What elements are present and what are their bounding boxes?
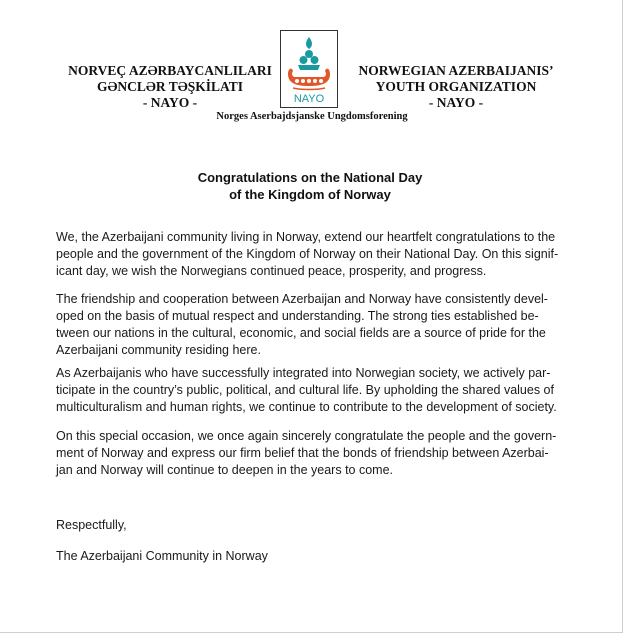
org-name-az-line-1: NORVEÇ AZƏRBAYCANLILARI — [68, 63, 272, 78]
paragraph-line: multiculturalism and human rights, we continue to contribute to the development of society. — [56, 400, 557, 414]
paragraph-line: ticipate in the country’s public, political, and cultural life. By upholding the shared values of — [56, 383, 554, 397]
closing-salutation: Respectfully, — [56, 518, 127, 532]
closing-signature: The Azerbaijani Community in Norway — [56, 549, 268, 563]
org-name-english — [356, 63, 556, 111]
paragraph-line: We, the Azerbaijani community living in Norway, extend our heartfelt congratulations to the — [56, 230, 556, 244]
paragraph-line: As Azerbaijanis who have successfully integrated into Norwegian society, we actively par- — [56, 366, 551, 380]
paragraph-1 — [56, 229, 568, 280]
org-name-az-line-3: - NAYO - — [142, 95, 198, 110]
letter-title — [150, 169, 470, 203]
org-name-en-line-1: NORWEGIAN AZERBAIJANIS’ — [358, 63, 554, 78]
org-name-norwegian: Norges Aserbajdsjanske Ungdomsforening — [216, 111, 408, 122]
paragraph-line: jan and Norway will continue to deepen in the years to come. — [56, 463, 393, 477]
paragraph-line: tween our nations in the cultural, economic, and social fields are a source of pride for the — [56, 326, 546, 340]
logo-text: NAYO — [293, 93, 325, 105]
paragraph-line: icant day, we wish the Norwegians continued peace, prosperity, and progress. — [56, 264, 487, 278]
paragraph-3 — [56, 365, 568, 416]
title-line-2: of the Kingdom of Norway — [229, 187, 391, 202]
paragraph-line: ment of Norway and express our firm belief that the bonds of friendship between Azerbai- — [56, 446, 549, 460]
org-name-en-line-2: YOUTH ORGANIZATION — [375, 79, 537, 94]
paragraph-line: On this special occasion, we once again sincerely congratulate the people and the govern- — [56, 429, 557, 443]
paragraph-line: The friendship and cooperation between Azerbaijan and Norway have consistently devel- — [56, 292, 548, 306]
nayo-logo — [280, 30, 338, 108]
paragraph-2 — [56, 291, 568, 359]
title-line-1: Congratulations on the National Day — [197, 170, 423, 185]
paragraph-line: people and the government of the Kingdom of Norway on their National Day. On this signif- — [56, 247, 559, 261]
org-name-azerbaijani — [60, 63, 280, 111]
org-name-az-line-2: GƏNCLƏR TƏŞKİLATI — [96, 79, 244, 94]
org-name-en-line-3: - NAYO - — [428, 95, 484, 110]
paragraph-line: oped on the basis of mutual respect and understanding. The strong ties established be- — [56, 309, 539, 323]
paragraph-4 — [56, 428, 568, 479]
paragraph-line: Azerbaijani community residing here. — [56, 343, 261, 357]
